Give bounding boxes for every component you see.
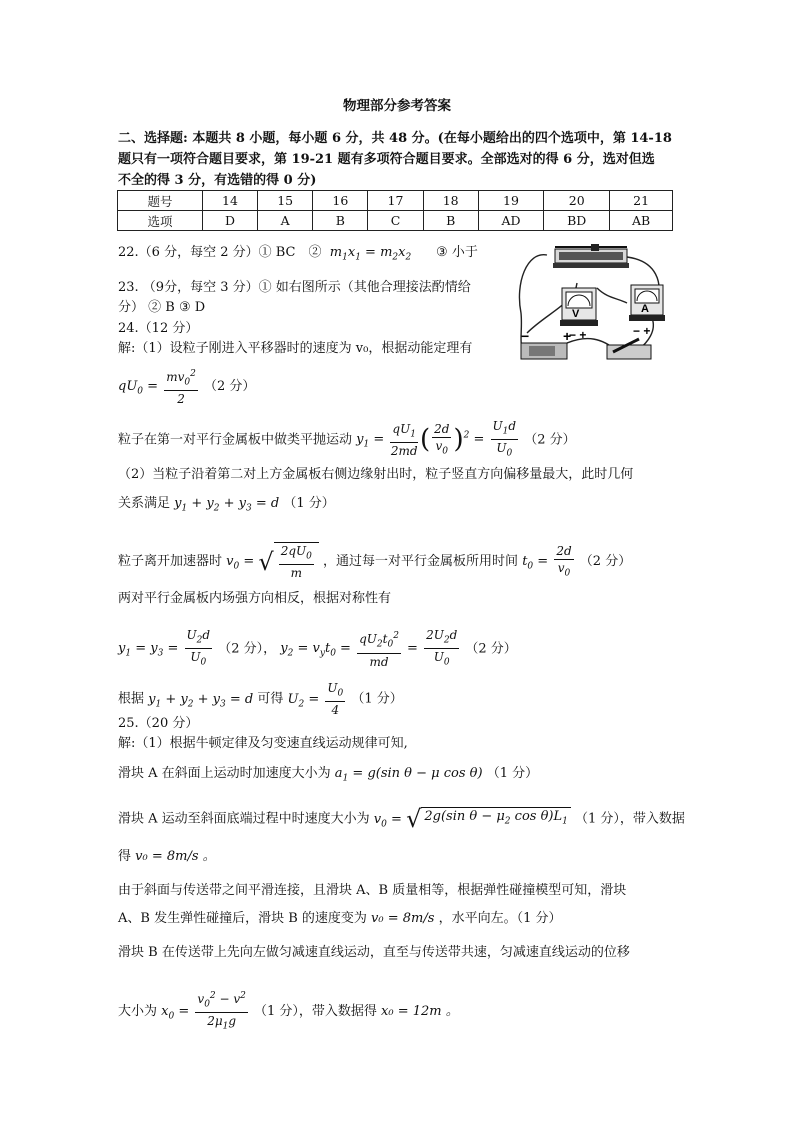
answer-cell: C — [368, 211, 423, 231]
q25-text: 得 — [118, 849, 132, 864]
score-note: （2 分） — [465, 641, 517, 657]
table-row — [118, 211, 673, 231]
battery-icon — [521, 328, 571, 359]
q24-line-7: 两对平行金属板内场强方向相反，根据对称性有 — [118, 591, 392, 606]
q25-line-2 — [118, 765, 538, 788]
q23-line-2: 分） ② B ③ D — [118, 300, 206, 315]
q25-text: 滑块 A 运动至斜面底端过程中时速度大小为 — [118, 811, 370, 827]
score-note: （2 分） — [579, 554, 632, 570]
displacement-equation: $x_0$ = $\frac{v_0^2 - v^2}{2\mu_1g}$ — [161, 1004, 250, 1019]
q24-line-9 — [118, 680, 403, 718]
q25-text: （1 分），带入数据得 — [254, 1003, 377, 1019]
q25-line-7: 滑块 B 在传送带上先向左做匀减速直线运动，直至与传送带共速，匀减速直线运动的位移 — [118, 945, 630, 960]
q24-line-8 — [118, 627, 517, 671]
momentum-equation: $m_1x_1 = m_2x_2$ — [325, 245, 412, 263]
answer-cell: B — [423, 211, 478, 231]
score-note: （1 分） — [486, 766, 539, 781]
q25-line-1: 解:（1）根据牛顿定律及匀变速直线运动规律可知, — [118, 736, 408, 751]
q24-text: 粒子离开加速器时 — [118, 554, 223, 570]
answer-cell: A — [258, 211, 313, 231]
answer-cell: B — [313, 211, 368, 231]
q25-text: A、B 发生弹性碰撞后，滑块 B 的速度变为 — [118, 911, 367, 926]
svg-text:+: + — [563, 328, 572, 344]
question-number: 19 — [478, 191, 543, 211]
q24-line-1: 解:（1）设粒子刚进入平移器时的速度为 v₀，根据动能定理有 — [118, 341, 473, 356]
geometry-equation: $y_1 + y_2 + y_3 = d$ — [174, 496, 284, 514]
kinetic-energy-equation: $qU_0$ = $\frac{mv_0^2}{2}$ — [118, 379, 204, 394]
q25-text: 大小为 — [118, 1003, 158, 1019]
question-number: 20 — [544, 191, 610, 211]
speed-value: v₀ = 8m/s 。 — [135, 849, 216, 864]
question-number: 17 — [368, 191, 423, 211]
score-note: （2 分）， — [218, 641, 277, 657]
switch-icon — [607, 339, 651, 359]
speed-equation: $v_0$ = √ 2g(sin $\theta - \mu_2$ $\cos \theta)L_1$ — [374, 812, 571, 827]
question-number: 15 — [258, 191, 313, 211]
question-number: 14 — [202, 191, 257, 211]
table-row — [118, 191, 673, 211]
answer-cell: BD — [544, 211, 610, 231]
q22-head: 22.（6 分，每空 2 分）① BC ② — [118, 245, 322, 260]
deflection-y1-equation: $y_1$ = $\frac{qU_1}{2md}$ ( $\frac{2d}{v_0}$ )$^2$ = $\frac{U_1d}{U_0}$ — [356, 419, 517, 459]
score-note: （2 分） — [524, 432, 576, 448]
answer-cell: D — [202, 211, 257, 231]
q25-line-4 — [118, 848, 216, 866]
section-intro-line-3: 不全的得 3 分，有选错的得 0 分) — [118, 173, 317, 188]
score-note: （1 分） — [351, 691, 403, 707]
q22-tail: ③ 小于 — [436, 245, 478, 260]
svg-text:−: − — [521, 328, 530, 344]
deflection-y2-equation: $y_2 = v_yt_0$ = $\frac{qU_2t_0^2}{md}$ = $\frac{2U_2d}{U_0}$ — [280, 628, 458, 669]
question-number: 21 — [610, 191, 673, 211]
q25-head: 25.（20 分） — [118, 716, 199, 731]
q24-text: ，通过每一对平行金属板所用时间 — [323, 554, 519, 570]
q25-text: ，水平向左。（1 分） — [438, 911, 562, 926]
rheostat-icon — [553, 244, 629, 268]
q24-text: 可得 — [257, 691, 284, 707]
sum-equation: $y_1 + y_2 + y_3 = d$ — [148, 691, 258, 710]
q24-line-5 — [118, 495, 335, 518]
symmetry-equation: $y_1 = y_3$ = $\frac{U_2d}{U_0}$ — [118, 628, 211, 668]
ammeter-icon — [629, 285, 665, 321]
time-equation: $t_0$ = $\frac{2d}{v_0}$ — [522, 543, 572, 578]
score-note: （2 分） — [203, 379, 256, 395]
circuit-diagram — [507, 243, 667, 369]
section-intro-line-2: 题只有一项符合题目要求，第 19-21 题有多项符合题目要求。全部选对的得 6 分，选对但选 — [118, 152, 655, 167]
q24-line-2 — [118, 366, 255, 407]
table-header-cell: 选项 — [118, 211, 203, 231]
q24-line-6 — [118, 542, 631, 581]
q24-head: 24.（12 分） — [118, 321, 199, 336]
displacement-value: x₀ = 12m 。 — [381, 1003, 459, 1019]
q24-line-3 — [118, 418, 576, 462]
velocity-equation: $v_0$ = √ $\frac{2qU_0}{m}$ — [226, 554, 319, 569]
score-note: （1 分），带入数据 — [574, 811, 685, 827]
q24-line-4: （2）当粒子沿着第二对上方金属板右侧边缘射出时，粒子竖直方向偏移量最大，此时几何 — [118, 467, 634, 482]
q25-line-5: 由于斜面与传送带之间平滑连接，且滑块 A、B 质量相等，根据弹性碰撞模型可知，滑块 — [118, 883, 627, 898]
q25-line-8 — [118, 988, 459, 1035]
table-header-cell: 题号 — [118, 191, 203, 211]
question-number: 16 — [313, 191, 368, 211]
q24-text: 根据 — [118, 691, 145, 707]
q25-line-6 — [118, 910, 561, 928]
answer-cell: AB — [610, 211, 673, 231]
page-title: 物理部分参考答案 — [343, 98, 451, 114]
q22-line — [118, 244, 478, 267]
q24-text: 关系满足 — [118, 496, 171, 511]
q25-text: 滑块 A 在斜面上运动时加速度大小为 — [118, 766, 331, 781]
voltmeter-label: V — [572, 308, 580, 320]
q24-text: 粒子在第一对平行金属板中做类平抛运动 — [118, 432, 353, 448]
question-number: 18 — [423, 191, 478, 211]
acceleration-equation: $a_1 = g(\sin$ θ − μ cos θ) — [334, 766, 483, 784]
result-equation: $U_2$ = $\frac{U_0}{4}$ — [287, 681, 344, 718]
answer-cell: AD — [478, 211, 543, 231]
answer-table — [117, 190, 673, 231]
svg-text:− +: − + — [569, 328, 587, 342]
ammeter-label: A — [641, 303, 649, 315]
section-intro-line-1: 二、选择题: 本题共 8 小题，每小题 6 分，共 48 分。(在每小题给出的四个选项中，第 14-18 — [118, 131, 672, 146]
voltmeter-icon — [560, 288, 598, 326]
svg-text:− +: − + — [633, 324, 651, 338]
speed-value: v₀ = 8m/s — [371, 911, 435, 926]
score-note: （1 分） — [283, 496, 335, 511]
q25-line-3 — [118, 807, 685, 833]
q23-line-1: 23. （9分，每空 3 分）① 如右图所示（其他合理接法酌情给 — [118, 280, 471, 295]
